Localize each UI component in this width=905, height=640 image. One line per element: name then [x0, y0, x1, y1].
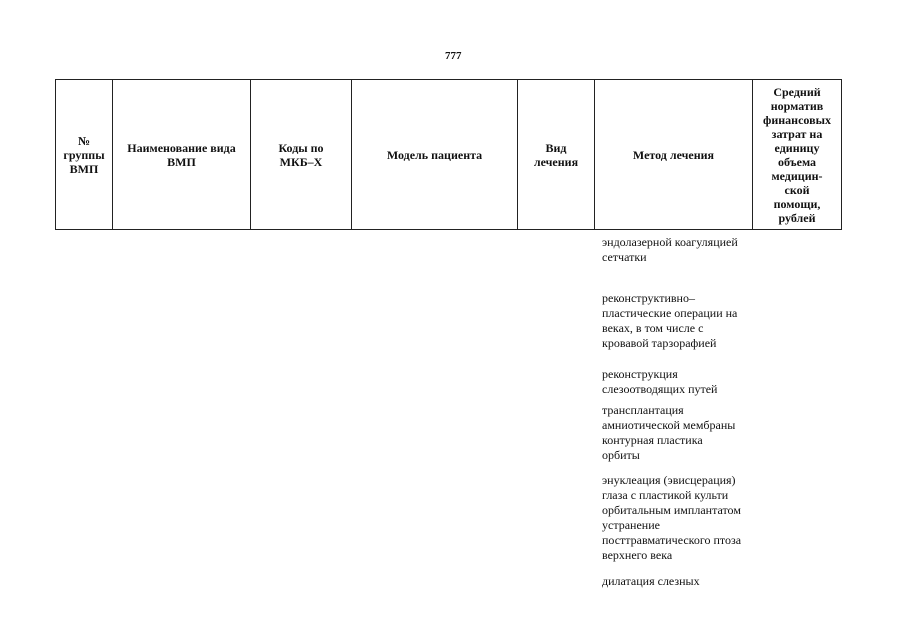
method-item: эндолазерной коагуляцией сетчатки: [602, 235, 738, 264]
method-item: трансплантация амниотической мембраны контурная пластика орбиты: [602, 403, 736, 462]
method-item: энуклеация (эвисцерация) глаза с пластикой культи орбитальным имплантатом устранение посттравматического птоза верхнего века: [602, 473, 742, 562]
header-patient-model: Модель пациента: [352, 80, 518, 230]
header-average-cost: Средний норматив финансовых затрат на единицу объема медицин- ской помощи, рублей: [753, 80, 842, 230]
header-treatment-method: Метод лечения: [595, 80, 753, 230]
method-item: реконструктивно– пластические операции на веках, в том числе с кровавой тарзорафией: [602, 291, 738, 350]
header-vmp-name: Наименование вида ВМП: [113, 80, 251, 230]
header-icd-codes: Коды по МКБ–Х: [251, 80, 352, 230]
header-row: [56, 80, 842, 230]
method-item: дилатация слезных: [602, 574, 700, 588]
header-treatment-type: Вид лечения: [518, 80, 595, 230]
method-item: реконструкция слезоотводящих путей: [602, 367, 718, 396]
header-table: [55, 79, 842, 230]
header-group-number: № группы ВМП: [56, 80, 113, 230]
page-number: 777: [445, 50, 462, 62]
